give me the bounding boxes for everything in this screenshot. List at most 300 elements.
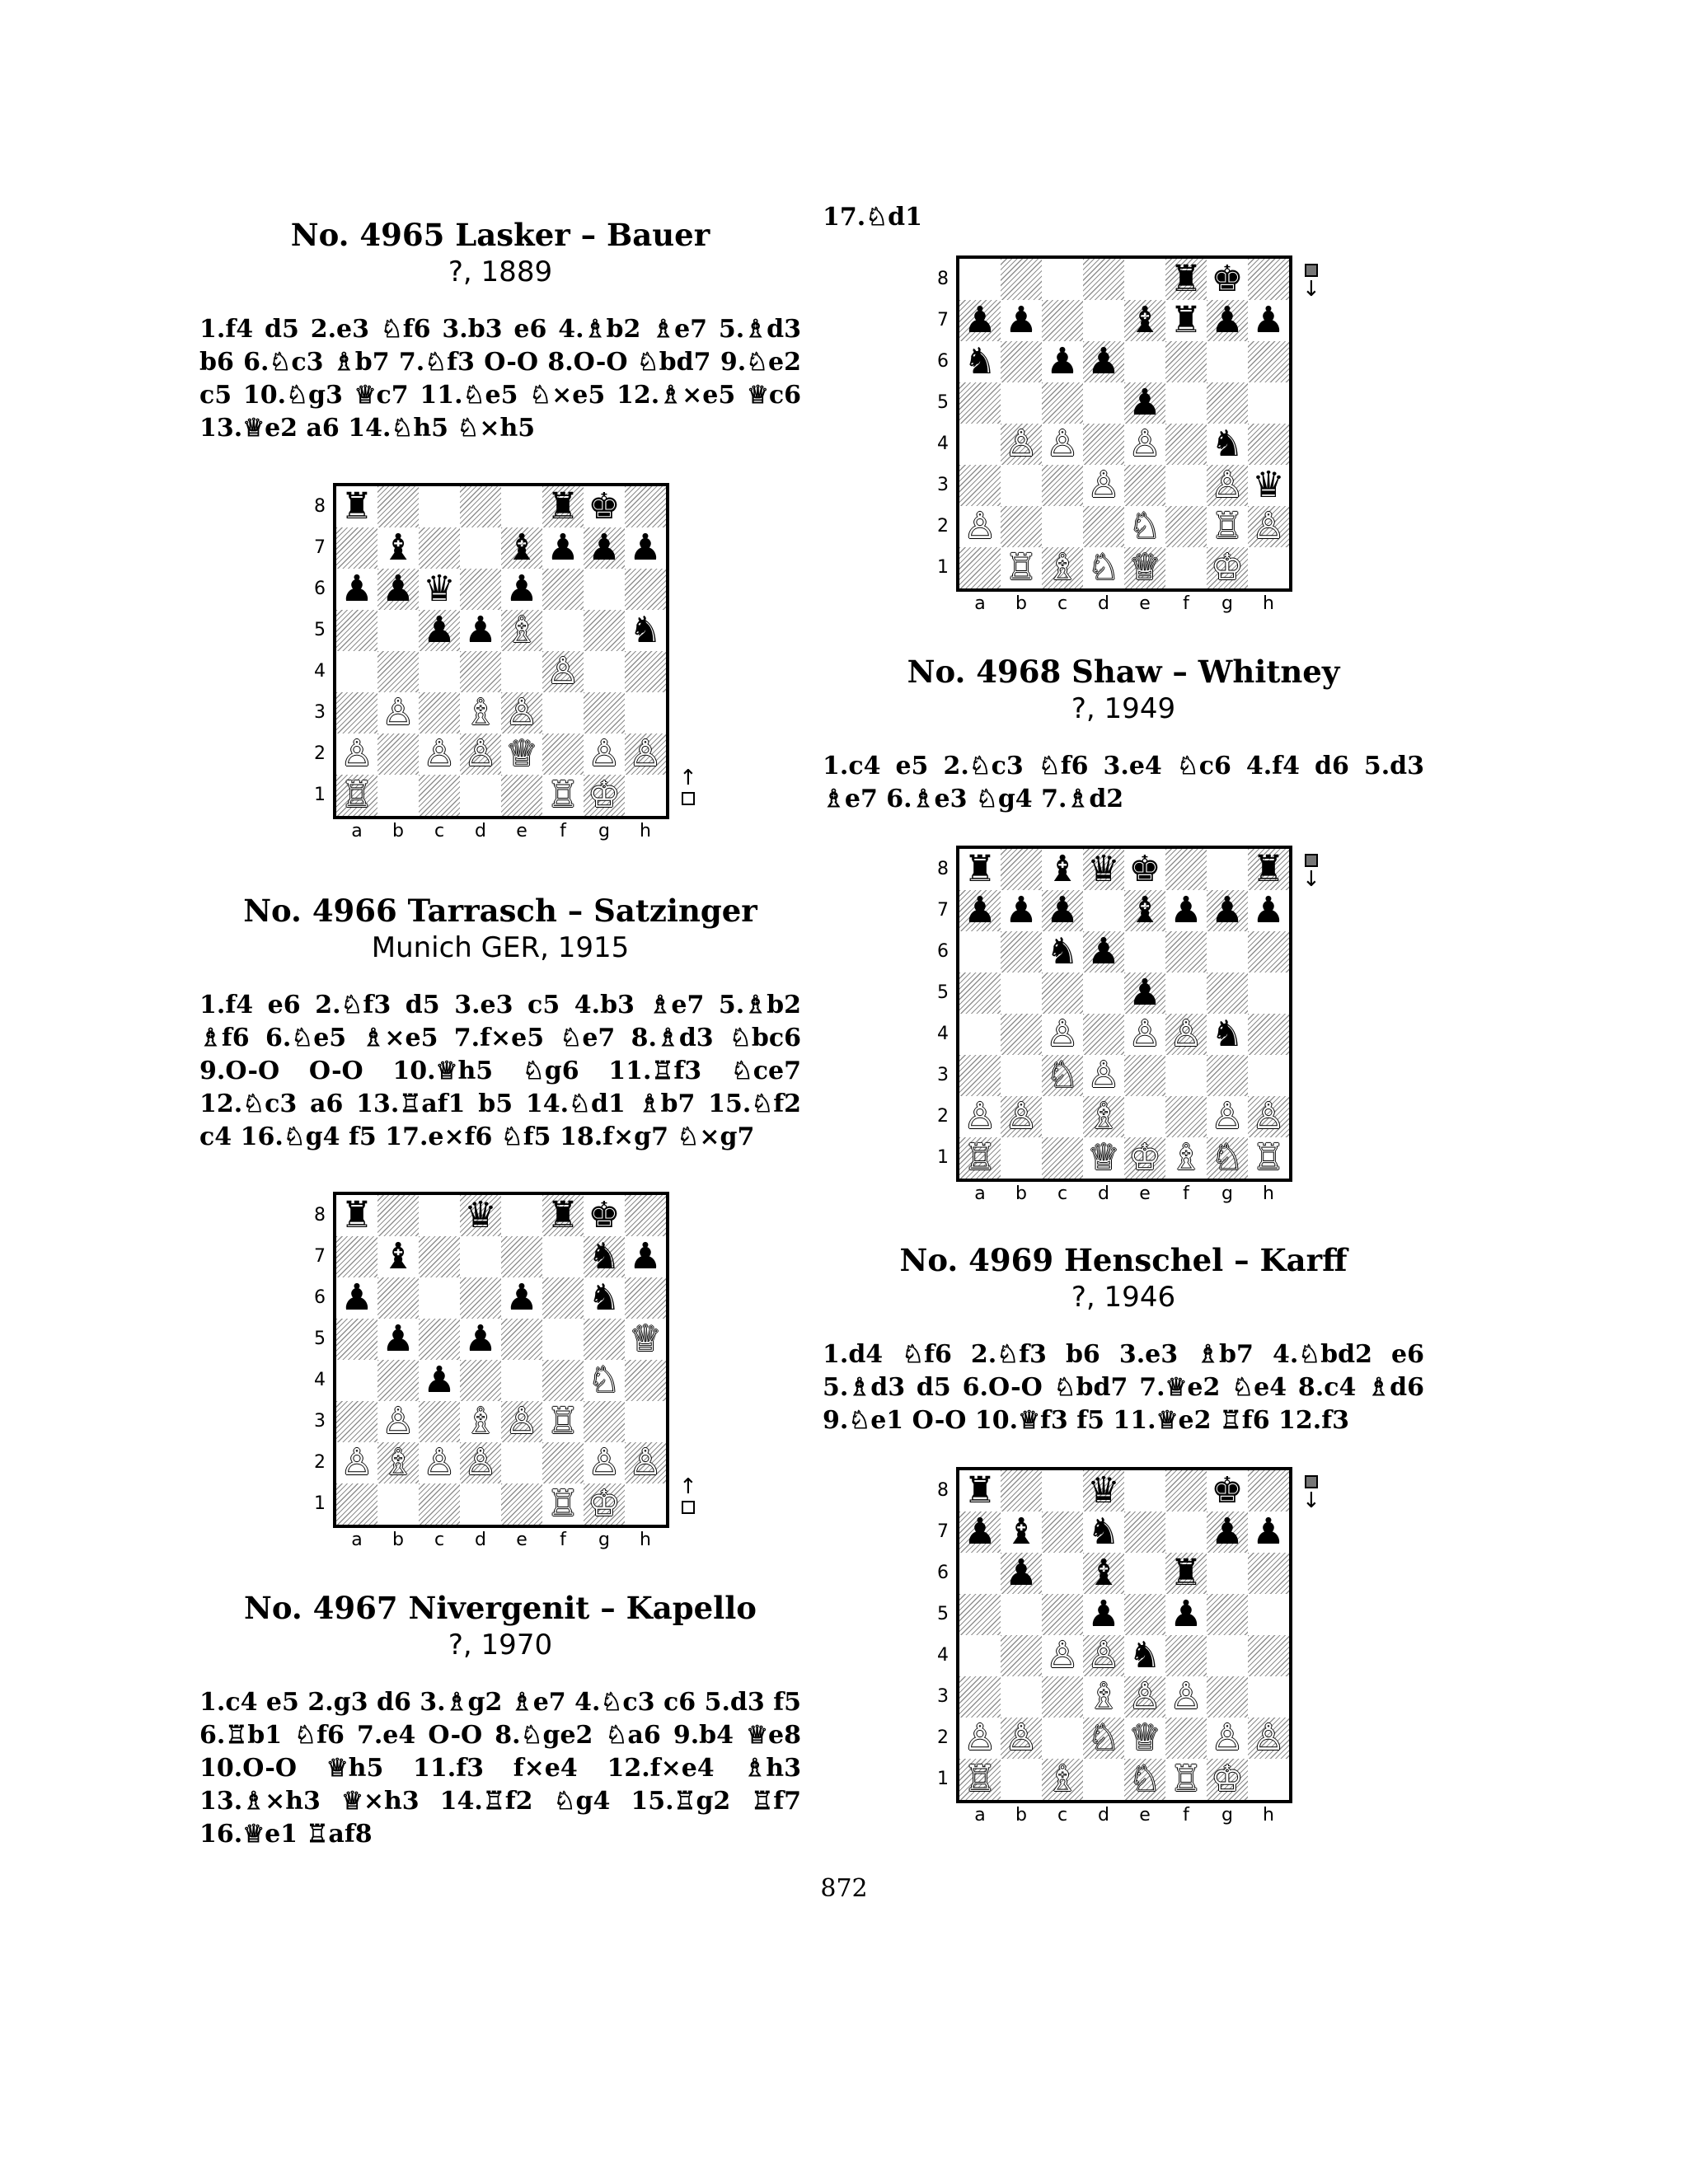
square-a2: [959, 1718, 1001, 1759]
square-f8: [1165, 1470, 1207, 1511]
file-label: f: [1183, 1183, 1189, 1204]
white-knight-icon: ♘: [1087, 546, 1120, 588]
square-b8: [1001, 259, 1042, 300]
square-b7: [1001, 300, 1042, 341]
square-b1: [1001, 1759, 1042, 1800]
file-label: a: [974, 1805, 986, 1825]
white-pawn-icon: ♙: [464, 733, 497, 775]
square-e4: [501, 1360, 542, 1401]
square-c1: [419, 1483, 460, 1525]
white-pawn-icon: ♙: [1211, 1095, 1244, 1137]
file-label: b: [1015, 593, 1027, 614]
square-d3: [460, 1401, 501, 1442]
square-e4: [1124, 1014, 1165, 1055]
square-c5: [1042, 382, 1083, 424]
black-pawn-icon: ♟: [464, 1318, 497, 1360]
black-pawn-icon: ♟: [1211, 299, 1244, 341]
square-c3: [419, 1401, 460, 1442]
square-b8: [377, 486, 419, 527]
square-a8: [959, 849, 1001, 890]
square-a3: [959, 465, 1001, 506]
square-f2: [1165, 1096, 1207, 1137]
white-rook-icon: ♖: [1211, 505, 1244, 547]
square-g4: [1207, 1635, 1248, 1676]
file-label: d: [475, 1530, 486, 1550]
square-d2: [460, 733, 501, 775]
white-pawn-icon: ♙: [964, 505, 996, 547]
square-c8: [1042, 259, 1083, 300]
square-a5: [336, 610, 377, 651]
file-label: d: [1098, 1183, 1109, 1204]
file-label: b: [1015, 1183, 1027, 1204]
square-d4: [460, 651, 501, 692]
square-f5: [542, 1319, 584, 1360]
white-rook-icon: ♖: [964, 1758, 996, 1800]
square-b2: [1001, 506, 1042, 547]
black-king-icon: ♚: [1211, 258, 1244, 300]
square-a3: [336, 692, 377, 733]
white-bishop-icon: ♗: [1046, 1758, 1079, 1800]
square-g7: [584, 1236, 625, 1277]
black-pawn-icon: ♟: [382, 1318, 415, 1360]
square-b8: [1001, 1470, 1042, 1511]
square-g6: [1207, 1553, 1248, 1594]
square-g2: [1207, 1096, 1248, 1137]
black-pawn-icon: ♟: [1170, 1593, 1203, 1635]
square-b5: [377, 610, 419, 651]
black-pawn-icon: ♟: [382, 568, 415, 610]
square-h5: [625, 1319, 666, 1360]
square-b5: [377, 1319, 419, 1360]
black-pawn-icon: ♟: [1087, 340, 1120, 382]
square-e8: [501, 1195, 542, 1236]
black-rook-icon: ♜: [1170, 1552, 1203, 1594]
square-h8: [1248, 259, 1289, 300]
square-b6: [1001, 341, 1042, 382]
square-e5: [1124, 1594, 1165, 1635]
square-c3: [419, 692, 460, 733]
black-rook-icon: ♜: [340, 1194, 373, 1236]
game-4968: No. 4968 Shaw – Whitney ?, 1949 1.c4 e5 2.♘c3 ♘f6 3.e4 ♘c6 4.f4 d6 5.d3 ♗e7 6.♗e3 ♘g4 7.♗d2 ♜ ♝ ♛ ♚ ♜ ♟ ♟ ♟ ♝ ♟ ♟ ♟ ♞ ♟ ♟ ♙ ♙ ♙ ♞ ♘ ♙ ♙ ♙ ♗ ♙ ♙ ♖ ♕ ♔ ♗ ♘ ♖ 8 7 6 5 4 3 2 1 a b c d e f g h ↓: [823, 654, 1424, 1204]
square-a3: [959, 1055, 1001, 1096]
rank-label: 1: [314, 785, 326, 805]
rank-label: 3: [937, 1065, 949, 1085]
square-b1: [1001, 1137, 1042, 1179]
black-pawn-icon: ♟: [1087, 930, 1120, 972]
square-a6: [959, 341, 1001, 382]
square-a4: [959, 1635, 1001, 1676]
white-pawn-icon: ♙: [1087, 464, 1120, 506]
rank-label: 6: [314, 1287, 326, 1308]
square-f4: [542, 651, 584, 692]
black-rook-icon: ♜: [964, 848, 996, 890]
file-label: a: [351, 1530, 363, 1550]
game-4969: No. 4969 Henschel – Karff ?, 1946 1.d4 ♘f6 2.♘f3 b6 3.e3 ♗b7 4.♘bd2 e6 5.♗d3 d5 6.O-O ♘bd7 7.♕e2 ♘e4 8.c4 ♗d6 9.♘e1 O-O 10.♕f3 f5 11.♕e2 ♖f6 12.f3 ♜ ♛ ♚ ♟ ♝ ♞ ♟ ♟ ♟ ♝ ♜ ♟ ♟ ♙ ♙ ♞ ♗ ♙ ♙ ♙ ♙ ♘ ♕ ♙ ♙ ♖ ♗ ♘ ♖ ♔ 8 7 6 5 4 3 2 1 a b c d e f g h ↓: [823, 1242, 1424, 1825]
square-a3: [336, 1401, 377, 1442]
square-e1: [501, 1483, 542, 1525]
square-h5: [1248, 972, 1289, 1014]
rank-label: 8: [937, 859, 949, 879]
game-event: ?, 1889: [448, 255, 553, 288]
square-a5: [959, 382, 1001, 424]
square-f7: [542, 1236, 584, 1277]
black-pawn-icon: ♟: [629, 1235, 662, 1277]
file-label: f: [1183, 1805, 1189, 1825]
square-c1: [1042, 1137, 1083, 1179]
black-pawn-icon: ♟: [964, 299, 996, 341]
square-f2: [1165, 1718, 1207, 1759]
black-rook-icon: ♜: [546, 485, 579, 527]
black-pawn-icon: ♟: [340, 1277, 373, 1319]
square-e1: [1124, 547, 1165, 588]
square-b8: [1001, 849, 1042, 890]
rank-label: 5: [937, 392, 949, 413]
rank-label: 1: [937, 1769, 949, 1789]
square-b7: [1001, 890, 1042, 931]
rank-label: 6: [937, 941, 949, 962]
black-pawn-icon: ♟: [505, 568, 538, 610]
black-pawn-icon: ♟: [546, 527, 579, 569]
square-h7: [1248, 890, 1289, 931]
square-f1: [542, 1483, 584, 1525]
square-c5: [1042, 972, 1083, 1014]
square-f1: [1165, 547, 1207, 588]
black-pawn-icon: ♟: [1128, 972, 1161, 1014]
square-f3: [1165, 1676, 1207, 1718]
square-e4: [501, 651, 542, 692]
rank-label: 8: [314, 496, 326, 517]
square-a2: [336, 1442, 377, 1483]
rank-label: 1: [314, 1493, 326, 1514]
square-b7: [377, 527, 419, 569]
square-b8: [377, 1195, 419, 1236]
black-knight-icon: ♞: [1046, 930, 1079, 972]
file-label: h: [640, 1530, 651, 1550]
black-pawn-icon: ♟: [1128, 382, 1161, 424]
white-pawn-icon: ♙: [964, 1095, 996, 1137]
white-rook-icon: ♖: [340, 774, 373, 816]
square-h2: [1248, 1096, 1289, 1137]
square-c6: [419, 1277, 460, 1319]
white-pawn-icon: ♙: [1170, 1675, 1203, 1718]
black-rook-icon: ♜: [1252, 848, 1285, 890]
square-e6: [501, 569, 542, 610]
square-a8: [336, 1195, 377, 1236]
black-pawn-icon: ♟: [1211, 1511, 1244, 1553]
square-h4: [1248, 424, 1289, 465]
square-c5: [419, 610, 460, 651]
rank-label: 7: [314, 537, 326, 558]
square-f5: [1165, 972, 1207, 1014]
square-c4: [1042, 1635, 1083, 1676]
white-pawn-icon: ♙: [464, 1441, 497, 1483]
square-h4: [625, 651, 666, 692]
square-b4: [377, 1360, 419, 1401]
square-a6: [336, 569, 377, 610]
square-c7: [1042, 300, 1083, 341]
rank-label: 8: [937, 1480, 949, 1501]
square-b5: [1001, 1594, 1042, 1635]
square-a7: [959, 1511, 1001, 1553]
black-pawn-icon: ♟: [1252, 299, 1285, 341]
square-d8: [1083, 259, 1124, 300]
square-d7: [460, 1236, 501, 1277]
square-d8: [1083, 849, 1124, 890]
game-4967-continued: 17.♘d1 ♜ ♚ ♟ ♟ ♝ ♜ ♟ ♟ ♞ ♟ ♟ ♟ ♙ ♙ ♙ ♞ ♙ ♙ ♛ ♙ ♘ ♖ ♙ ♖ ♗ ♘ ♕ ♔ 8 7 6 5 4 3 2 1 a b c d e f g h ↓: [823, 201, 1424, 234]
square-e7: [1124, 300, 1165, 341]
white-bishop-icon: ♗: [505, 609, 538, 651]
square-g4: [584, 651, 625, 692]
white-pawn-icon: ♙: [1211, 464, 1244, 506]
black-rook-icon: ♜: [1170, 299, 1203, 341]
square-f3: [542, 1401, 584, 1442]
white-knight-icon: ♘: [1128, 505, 1161, 547]
square-g6: [584, 1277, 625, 1319]
square-g1: [1207, 1137, 1248, 1179]
white-pawn-icon: ♙: [1170, 1013, 1203, 1055]
file-label: h: [1263, 1183, 1274, 1204]
square-a8: [959, 1470, 1001, 1511]
square-c7: [419, 527, 460, 569]
square-f1: [542, 775, 584, 816]
rank-label: 1: [937, 1147, 949, 1168]
square-g6: [1207, 341, 1248, 382]
square-b2: [377, 733, 419, 775]
square-e8: [1124, 259, 1165, 300]
black-queen-icon: ♛: [464, 1194, 497, 1236]
square-e5: [501, 1319, 542, 1360]
square-f2: [542, 1442, 584, 1483]
square-a5: [959, 972, 1001, 1014]
square-h8: [625, 486, 666, 527]
square-h6: [1248, 931, 1289, 972]
white-rook-icon: ♖: [1170, 1758, 1203, 1800]
game-4967: [199, 1589, 801, 1851]
rank-label: 2: [314, 743, 326, 764]
black-king-icon: ♚: [1128, 848, 1161, 890]
file-label: c: [1057, 593, 1068, 614]
black-bishop-icon: ♝: [382, 527, 415, 569]
white-king-icon: ♔: [1211, 1758, 1244, 1800]
black-pawn-icon: ♟: [1211, 889, 1244, 931]
square-c3: [1042, 1055, 1083, 1096]
black-bishop-icon: ♝: [1046, 848, 1079, 890]
black-knight-icon: ♞: [588, 1277, 621, 1319]
white-pawn-icon: ♙: [423, 1441, 456, 1483]
file-label: e: [1139, 593, 1151, 614]
square-a8: [959, 259, 1001, 300]
square-h6: [1248, 341, 1289, 382]
square-c4: [419, 651, 460, 692]
white-bishop-icon: ♗: [1087, 1095, 1120, 1137]
square-g3: [584, 1401, 625, 1442]
rank-label: 6: [314, 579, 326, 599]
square-d2: [1083, 1718, 1124, 1759]
black-knight-icon: ♞: [964, 340, 996, 382]
square-d1: [1083, 1137, 1124, 1179]
square-e6: [501, 1277, 542, 1319]
white-queen-icon: ♕: [1087, 1137, 1120, 1179]
square-e6: [1124, 1553, 1165, 1594]
white-king-icon: ♔: [1211, 546, 1244, 588]
square-c6: [1042, 341, 1083, 382]
square-g7: [584, 527, 625, 569]
square-f4: [1165, 1635, 1207, 1676]
rank-label: 4: [314, 1370, 326, 1390]
square-f1: [1165, 1137, 1207, 1179]
square-c2: [1042, 1718, 1083, 1759]
black-pawn-icon: ♟: [464, 609, 497, 651]
square-h4: [1248, 1635, 1289, 1676]
square-g5: [584, 610, 625, 651]
black-bishop-icon: ♝: [1005, 1511, 1038, 1553]
square-e3: [501, 692, 542, 733]
square-f3: [1165, 465, 1207, 506]
white-queen-icon: ♕: [505, 733, 538, 775]
white-pawn-icon: ♙: [1087, 1054, 1120, 1096]
square-b6: [1001, 1553, 1042, 1594]
square-e2: [501, 1442, 542, 1483]
square-g3: [1207, 465, 1248, 506]
rank-label: 4: [937, 1645, 949, 1666]
square-h7: [1248, 1511, 1289, 1553]
rank-label: 5: [937, 1604, 949, 1624]
square-g4: [1207, 424, 1248, 465]
square-e7: [1124, 890, 1165, 931]
square-e3: [1124, 1055, 1165, 1096]
square-b3: [377, 1401, 419, 1442]
square-c8: [1042, 849, 1083, 890]
square-f2: [542, 733, 584, 775]
square-b4: [1001, 424, 1042, 465]
square-d5: [1083, 972, 1124, 1014]
black-knight-icon: ♞: [1211, 1013, 1244, 1055]
white-pawn-icon: ♙: [1252, 1095, 1285, 1137]
square-f8: [1165, 849, 1207, 890]
square-b1: [377, 775, 419, 816]
square-a7: [336, 1236, 377, 1277]
white-knight-icon: ♘: [1211, 1137, 1244, 1179]
square-d8: [460, 1195, 501, 1236]
square-c6: [1042, 931, 1083, 972]
black-pawn-icon: ♟: [964, 889, 996, 931]
square-d6: [1083, 341, 1124, 382]
file-label: d: [1098, 593, 1109, 614]
square-c3: [1042, 465, 1083, 506]
square-h1: [625, 1483, 666, 1525]
square-c2: [419, 733, 460, 775]
white-knight-icon: ♘: [1087, 1717, 1120, 1759]
black-pawn-icon: ♟: [340, 568, 373, 610]
black-bishop-icon: ♝: [382, 1235, 415, 1277]
square-h1: [625, 775, 666, 816]
file-label: e: [516, 1530, 528, 1550]
white-rook-icon: ♖: [546, 1400, 579, 1442]
square-e2: [1124, 506, 1165, 547]
square-e8: [1124, 1470, 1165, 1511]
black-pawn-icon: ♟: [588, 527, 621, 569]
square-b3: [1001, 465, 1042, 506]
black-knight-icon: ♞: [1128, 1634, 1161, 1676]
square-e3: [1124, 1676, 1165, 1718]
square-f7: [1165, 890, 1207, 931]
rank-label: 3: [937, 475, 949, 495]
square-g3: [1207, 1676, 1248, 1718]
game-title: No. 4969 Henschel – Karff: [899, 1242, 1348, 1278]
white-pawn-icon: ♙: [1128, 423, 1161, 465]
square-f7: [1165, 300, 1207, 341]
square-h3: [1248, 465, 1289, 506]
white-pawn-icon: ♙: [1046, 1634, 1079, 1676]
file-label: e: [516, 821, 528, 841]
black-bishop-icon: ♝: [1128, 299, 1161, 341]
square-a5: [336, 1319, 377, 1360]
square-d4: [1083, 424, 1124, 465]
move-list: 1.c4 e5 2.g3 d6 3.♗g2 ♗e7 4.♘c3 c6 5.d3 f5 6.♖b1 ♘f6 7.e4 O-O 8.♘ge2 ♘a6 9.b4 ♕e8 10.O-O ♕h5 11.f3 f×e4 12.f×e4 ♗h3 13.♗×h3 ♕×h3 14.♖f2 ♘g4 15.♖g2 ♖f7 16.♕e1 ♖af8: [199, 1688, 801, 1849]
square-d7: [460, 527, 501, 569]
square-e4: [1124, 424, 1165, 465]
file-label: h: [1263, 593, 1274, 614]
white-pawn-icon: ♙: [423, 733, 456, 775]
black-pawn-icon: ♟: [423, 1359, 456, 1401]
white-pawn-icon: ♙: [1211, 1717, 1244, 1759]
game-title: No. 4967 Nivergenit – Kapello: [244, 1590, 757, 1626]
square-h5: [1248, 1594, 1289, 1635]
square-g3: [584, 692, 625, 733]
game-title: No. 4968 Shaw – Whitney: [907, 654, 1340, 690]
rank-label: 5: [937, 982, 949, 1003]
square-h8: [1248, 849, 1289, 890]
file-label: a: [351, 821, 363, 841]
square-c8: [1042, 1470, 1083, 1511]
black-queen-icon: ♛: [423, 568, 456, 610]
white-pawn-icon: ♙: [1005, 1717, 1038, 1759]
white-pawn-icon: ♙: [1087, 1634, 1120, 1676]
square-d7: [1083, 300, 1124, 341]
white-pawn-icon: ♙: [629, 733, 662, 775]
square-g3: [1207, 1055, 1248, 1096]
square-d6: [1083, 931, 1124, 972]
square-c1: [1042, 547, 1083, 588]
black-queen-icon: ♛: [1087, 848, 1120, 890]
black-pawn-icon: ♟: [629, 527, 662, 569]
square-a1: [959, 1137, 1001, 1179]
square-f6: [1165, 341, 1207, 382]
white-rook-icon: ♖: [546, 774, 579, 816]
square-g2: [1207, 1718, 1248, 1759]
black-pawn-icon: ♟: [964, 1511, 996, 1553]
square-g4: [584, 1360, 625, 1401]
square-f6: [1165, 1553, 1207, 1594]
square-e2: [1124, 1718, 1165, 1759]
white-pawn-icon: ♙: [340, 733, 373, 775]
rank-label: 7: [314, 1246, 326, 1267]
rank-label: 1: [937, 557, 949, 578]
rank-label: 4: [937, 1024, 949, 1044]
square-a6: [959, 931, 1001, 972]
game-title: No. 4965 Lasker – Bauer: [290, 217, 710, 253]
black-pawn-icon: ♟: [1046, 889, 1079, 931]
rank-label: 6: [937, 1563, 949, 1583]
square-b4: [1001, 1635, 1042, 1676]
file-label: e: [1139, 1183, 1151, 1204]
square-g2: [584, 1442, 625, 1483]
file-label: g: [1221, 1183, 1233, 1204]
square-b3: [1001, 1055, 1042, 1096]
white-pawn-icon: ♙: [1005, 423, 1038, 465]
square-d4: [1083, 1635, 1124, 1676]
square-f6: [542, 569, 584, 610]
